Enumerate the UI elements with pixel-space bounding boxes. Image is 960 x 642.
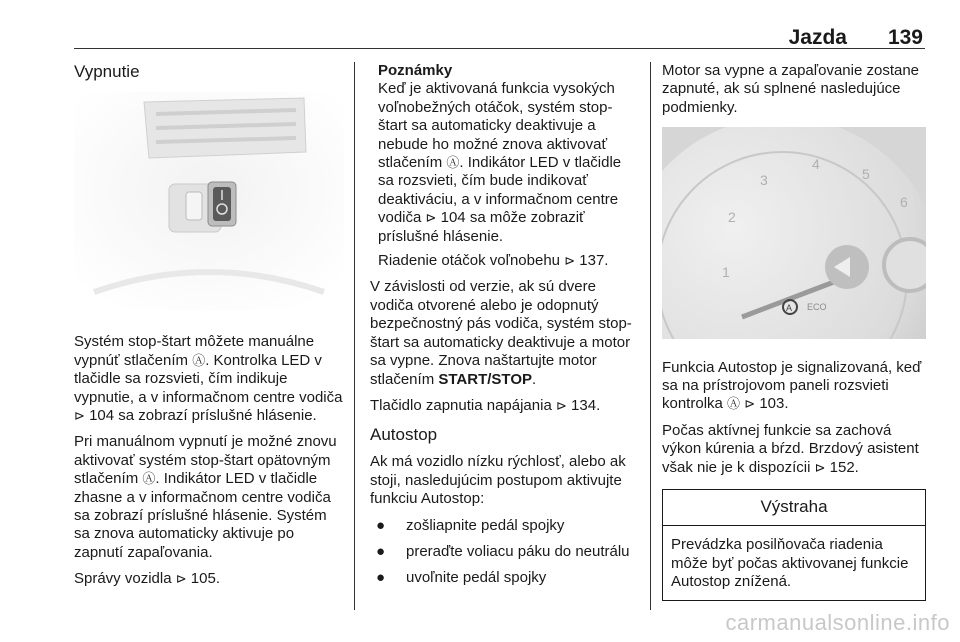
gauge-label: 5 xyxy=(862,166,870,183)
warning-text: Prevádzka posilňovača riadenia môže byť počas aktivovanej funkcie Autostop znížená. xyxy=(671,536,909,591)
instrument-panel-illustration xyxy=(662,127,926,339)
warning-box xyxy=(662,489,926,601)
page-number: 139 xyxy=(887,26,923,49)
stop-start-button-illustration xyxy=(74,92,344,310)
column-divider xyxy=(354,62,355,610)
page-ref-arrow-icon: ⊳ xyxy=(425,210,437,226)
page-header xyxy=(74,14,925,49)
list-item: ● uvoľnite pedál spojky xyxy=(376,569,547,587)
note-title: Poznámky xyxy=(378,62,453,79)
bullet-icon: ● xyxy=(376,516,386,534)
stop-start-icon: Ⓐ xyxy=(142,471,156,487)
stop-start-icon: Ⓐ xyxy=(192,352,206,368)
chapter-title: Jazda xyxy=(788,26,847,49)
eco-label: ECO xyxy=(807,302,827,313)
page-ref[interactable]: 134. xyxy=(571,396,601,414)
paragraph: Motor sa vypne a zapaľovanie zostane zapnuté, ak sú splnené nasledujúce podmienky. xyxy=(662,62,920,116)
paragraph: Správy vozidla ⊳ 105. xyxy=(74,570,220,588)
note-box xyxy=(370,62,636,270)
page-ref[interactable]: 152. xyxy=(829,458,859,476)
column-divider xyxy=(650,62,651,610)
gauge-label: 2 xyxy=(728,209,736,226)
start-stop-label: START/STOP xyxy=(438,370,532,388)
paragraph: Riadenie otáčok voľnobehu ⊳ 137. xyxy=(378,252,609,270)
paragraph: Tlačidlo zapnutia napájania ⊳ 134. xyxy=(370,396,601,414)
paragraph: Systém stop-štart môžete manuálne vypnúť stlačením Ⓐ. Kontrolka LED v tlačidle sa rozsvieti, čím indikuje vypnutie, a v informačnom centre vodiča ⊳ 104 sa zobrazí príslušné hlásenie. xyxy=(74,333,343,425)
steps-list xyxy=(370,517,636,588)
gauge-label: 3 xyxy=(760,172,768,189)
list-item: ● preraďte voliacu páku do neutrálu xyxy=(376,542,630,560)
page-ref[interactable]: 104 xyxy=(440,209,466,227)
svg-text:A: A xyxy=(786,303,793,314)
column-1 xyxy=(74,62,344,597)
page-ref-arrow-icon: ⊳ xyxy=(74,408,85,424)
section-heading-vypnutie: Vypnutie xyxy=(74,62,140,81)
autostop-indicator-icon: Ⓐ xyxy=(727,396,741,412)
section-heading-autostop: Autostop xyxy=(370,425,438,445)
page-ref-arrow-icon: ⊳ xyxy=(814,459,826,475)
paragraph: Funkcia Autostop je signalizovaná, keď sa na prístrojovom paneli rozsvieti kontrolka Ⓐ ⊳ 103. xyxy=(662,358,922,413)
page-ref[interactable]: 103. xyxy=(759,395,789,413)
paragraph: Ak má vozidlo nízku rýchlosť, alebo ak stoji, nasledujúcim postupom aktivujte funkciu Autostop: xyxy=(370,453,626,508)
page-ref-arrow-icon: ⊳ xyxy=(175,571,187,587)
paragraph: Keď je aktivovaná funkcia vysokých voľnobežných otáčok, systém stop-štart sa automaticky deaktivuje a nebude ho možné znova aktivovať stlačením Ⓐ. Indikátor LED v tlačidle sa rozsvieti, čím bude indikovať deaktiváciu, a v informačnom centre vodiča ⊳ 104 sa môže zobraziť príslušné hlásenie. xyxy=(378,80,622,245)
paragraph: Počas aktívnej funkcie sa zachová výkon kúrenia a bŕzd. Brzdový asistent však nie je k dispozícii ⊳ 152. xyxy=(662,421,919,476)
stop-start-icon: Ⓐ xyxy=(446,155,460,171)
gauge-label: 6 xyxy=(900,194,908,211)
page-ref-arrow-icon: ⊳ xyxy=(744,396,756,412)
paragraph: V závislosti od verzie, ak sú dvere vodiča otvorené alebo je odopnutý bezpečnostný pás vodiča, systém stop-štart sa automaticky deaktivuje a motor sa vypne. Znova naštartujte motor stlačením START/STOP. xyxy=(370,278,632,388)
list-item: ● zošliapnite pedál spojky xyxy=(376,516,565,534)
page-ref[interactable]: 105. xyxy=(190,570,220,588)
bullet-icon: ● xyxy=(376,542,386,560)
page-ref[interactable]: 104 xyxy=(89,407,115,425)
gauge-label: 1 xyxy=(722,264,730,281)
column-2 xyxy=(370,62,636,596)
page-ref-arrow-icon: ⊳ xyxy=(555,397,567,413)
page-ref-arrow-icon: ⊳ xyxy=(564,253,576,269)
warning-title: Výstraha xyxy=(663,490,925,526)
gauge-label: 4 xyxy=(812,156,820,173)
column-3 xyxy=(662,62,926,601)
page-ref[interactable]: 137. xyxy=(579,252,609,270)
bullet-icon: ● xyxy=(376,569,386,587)
watermark: carmanualsonline.info xyxy=(725,610,950,635)
paragraph: Pri manuálnom vypnutí je možné znovu aktivovať systém stop-štart opätovným stlačením Ⓐ. Indikátor LED v tlačidle zhasne a v informačnom centre vodiča sa zobrazí príslušné hlásenie. Systém sa znova automaticky aktivuje po zapnutí zapaľovania. xyxy=(74,433,337,561)
